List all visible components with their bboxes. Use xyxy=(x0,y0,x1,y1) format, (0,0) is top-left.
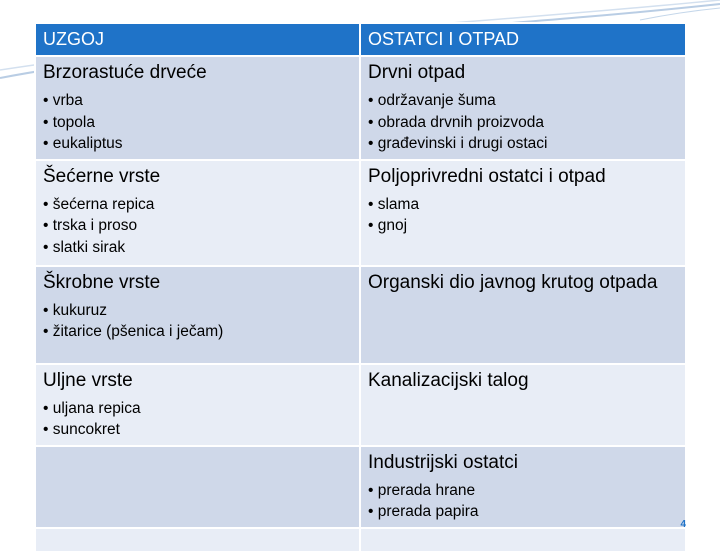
table-header-row xyxy=(35,23,686,56)
list-item: • građevinski i drugi ostaci xyxy=(368,133,677,155)
cell-list xyxy=(43,300,351,343)
cell-list xyxy=(43,398,351,441)
list-item: • šećerna repica xyxy=(43,194,351,216)
list-item: • održavanje šuma xyxy=(368,90,677,112)
header-ostatci-i-otpad: OSTATCI I OTPAD xyxy=(360,23,686,56)
cell-right xyxy=(360,56,686,160)
list-item: • topola xyxy=(43,112,351,134)
list-item: • gnoj xyxy=(368,215,677,237)
list-item: • slatki sirak xyxy=(43,237,351,259)
list-item: • prerada hrane xyxy=(368,480,677,502)
cell-left xyxy=(35,266,360,364)
page-number: 4 xyxy=(680,519,686,530)
list-item: • slama xyxy=(368,194,677,216)
cell-right xyxy=(360,364,686,446)
list-item: • kukuruz xyxy=(43,300,351,322)
biomass-table xyxy=(34,22,687,553)
table-row xyxy=(35,364,686,446)
cell-title: Kanalizacijski talog xyxy=(368,369,529,391)
cell-list xyxy=(43,194,351,259)
list-item: • trska i proso xyxy=(43,215,351,237)
cell-list xyxy=(368,90,677,155)
cell-title: Industrijski ostatci xyxy=(368,451,518,473)
cell-list xyxy=(43,90,351,155)
cell-title: Poljoprivredni ostatci i otpad xyxy=(368,165,606,187)
table-row xyxy=(35,160,686,266)
cell-title: Brzorastuće drveće xyxy=(43,62,207,83)
cell-list xyxy=(368,480,677,523)
cell-left xyxy=(35,446,360,528)
cell-left xyxy=(35,56,360,160)
table-row xyxy=(35,56,686,160)
cell-right xyxy=(360,446,686,528)
list-item: • eukaliptus xyxy=(43,133,351,155)
list-item: • žitarice (pšenica i ječam) xyxy=(43,321,351,343)
cell-left xyxy=(35,364,360,446)
list-item: • suncokret xyxy=(43,419,351,441)
list-item: • uljana repica xyxy=(43,398,351,420)
cell-title: Drvni otpad xyxy=(368,62,466,83)
cell-list xyxy=(368,194,677,237)
cell-title: Škrobne vrste xyxy=(43,271,161,293)
header-uzgoj: UZGOJ xyxy=(35,23,360,56)
list-item: • prerada papira xyxy=(368,501,677,523)
cell-title: Šećerne vrste xyxy=(43,165,161,187)
cell-right xyxy=(360,160,686,266)
cell-right xyxy=(360,266,686,364)
table-row xyxy=(35,266,686,364)
cell-title: Uljne vrste xyxy=(43,369,133,391)
list-item: • obrada drvnih proizvoda xyxy=(368,112,677,134)
list-item: • vrba xyxy=(43,90,351,112)
table-row xyxy=(35,446,686,528)
cell-left xyxy=(35,160,360,266)
cell-title: Organski dio javnog krutog otpada xyxy=(368,271,658,293)
